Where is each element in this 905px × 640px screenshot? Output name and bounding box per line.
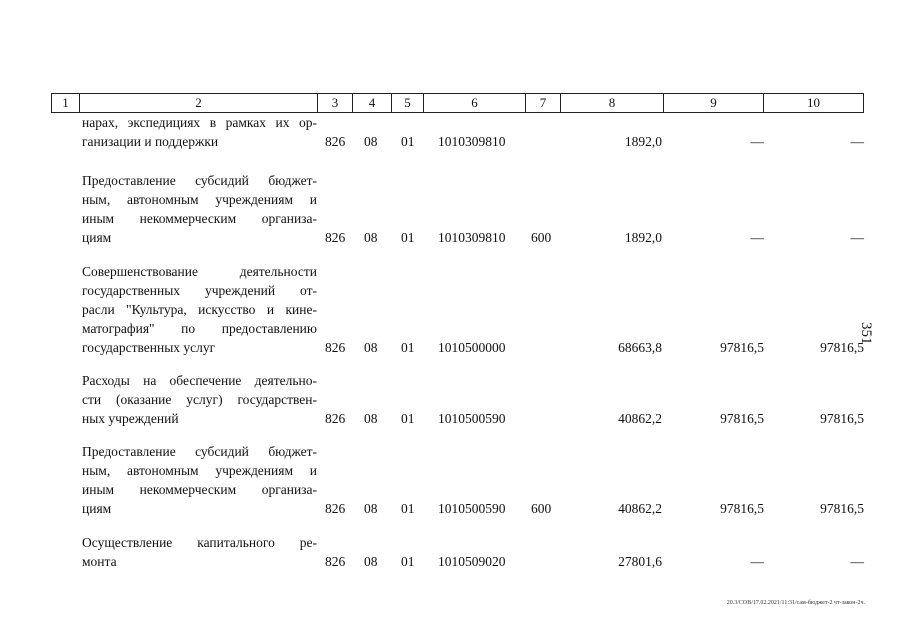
cell-col-8: 40862,2 [618, 411, 662, 426]
cell-col-10: 97816,5 [820, 411, 864, 426]
cell-col-3: 826 [325, 411, 346, 426]
cell-col-10: — [850, 230, 864, 245]
cell-col-10: 97816,5 [820, 340, 864, 355]
row-description [82, 442, 317, 518]
cell-col-9: 97816,5 [720, 340, 764, 355]
cell-col-5: 01 [401, 230, 415, 245]
description-line: Расходы на обеспечение деятельно- [82, 373, 317, 388]
description-line: Предоставление субсидий бюджет- [82, 444, 317, 459]
description-line: циям [82, 501, 112, 516]
cell-col-8: 27801,6 [618, 554, 662, 569]
cell-col-8: 1892,0 [624, 230, 662, 245]
header-col-6: 6 [424, 94, 526, 112]
header-col-1: 1 [52, 94, 80, 112]
cell-col-3: 826 [325, 340, 346, 355]
header-col-5: 5 [392, 94, 424, 112]
header-col-7: 7 [526, 94, 561, 112]
table-header [51, 93, 864, 113]
description-line: матография" по предоставлению [82, 321, 317, 336]
cell-col-10: — [850, 134, 864, 149]
cell-col-4: 08 [364, 230, 378, 245]
row-description [82, 113, 317, 151]
description-line: монта [82, 554, 117, 569]
description-line: государственных услуг [82, 340, 216, 355]
page-number: 351 [858, 322, 874, 345]
description-line: Совершенствование деятельности [82, 264, 317, 279]
description-line: ных учреждений [82, 411, 179, 426]
cell-col-4: 08 [364, 340, 378, 355]
description-line: ным, автономным учреждениям и [82, 192, 317, 207]
description-line: Предоставление субсидий бюджет- [82, 173, 317, 188]
cell-col-7: 600 [531, 501, 552, 516]
description-line: государственных учреждений от- [82, 283, 317, 298]
header-col-2: 2 [80, 94, 318, 112]
header-col-10: 10 [807, 95, 820, 110]
header-col-4: 4 [353, 94, 392, 112]
cell-col-6: 1010500590 [438, 501, 506, 516]
cell-col-8: 40862,2 [618, 501, 662, 516]
cell-col-5: 01 [401, 411, 415, 426]
description-line: расли "Культура, искусство и кине- [82, 302, 317, 317]
cell-col-6: 1010500000 [438, 340, 506, 355]
header-col-8: 8 [561, 94, 664, 112]
cell-col-10: 97816,5 [820, 501, 864, 516]
cell-col-5: 01 [401, 501, 415, 516]
cell-col-8: 68663,8 [618, 340, 662, 355]
cell-col-4: 08 [364, 134, 378, 149]
description-line: иным некоммерческим организа- [82, 211, 317, 226]
row-description [82, 262, 317, 357]
description-line: циям [82, 230, 112, 245]
cell-col-3: 826 [325, 501, 346, 516]
cell-col-6: 1010309810 [438, 134, 506, 149]
cell-col-10: — [850, 554, 864, 569]
description-line: иным некоммерческим организа- [82, 482, 317, 497]
description-line: сти (оказание услуг) государствен- [82, 392, 317, 407]
cell-col-8: 1892,0 [624, 134, 662, 149]
cell-col-4: 08 [364, 501, 378, 516]
cell-col-3: 826 [325, 554, 346, 569]
header-col-9: 9 [664, 94, 764, 112]
header-col-3: 3 [318, 94, 353, 112]
cell-col-3: 826 [325, 134, 346, 149]
cell-col-5: 01 [401, 340, 415, 355]
cell-col-9: 97816,5 [720, 501, 764, 516]
description-line: нарах, экспедициях в рамках их ор- [82, 115, 317, 130]
cell-col-6: 1010309810 [438, 230, 506, 245]
description-line: ганизации и поддержки [82, 134, 219, 149]
cell-col-4: 08 [364, 411, 378, 426]
description-line: ным, автономным учреждениям и [82, 463, 317, 478]
cell-col-7: 600 [531, 230, 552, 245]
cell-col-4: 08 [364, 554, 378, 569]
cell-col-6: 1010500590 [438, 411, 506, 426]
cell-col-9: — [750, 230, 764, 245]
cell-col-5: 01 [401, 134, 415, 149]
cell-col-6: 1010509020 [438, 554, 506, 569]
cell-col-9: 97816,5 [720, 411, 764, 426]
row-description [82, 171, 317, 247]
row-description [82, 371, 317, 428]
cell-col-5: 01 [401, 554, 415, 569]
cell-col-9: — [750, 134, 764, 149]
footer-stamp: 20.3/СОВ/17.02.2021/11:31/сам-бюджет-2 чт-закон-2ч. [726, 600, 865, 606]
row-description [82, 533, 317, 571]
cell-col-9: — [750, 554, 764, 569]
cell-col-3: 826 [325, 230, 346, 245]
description-line: Осуществление капитального ре- [82, 535, 317, 550]
